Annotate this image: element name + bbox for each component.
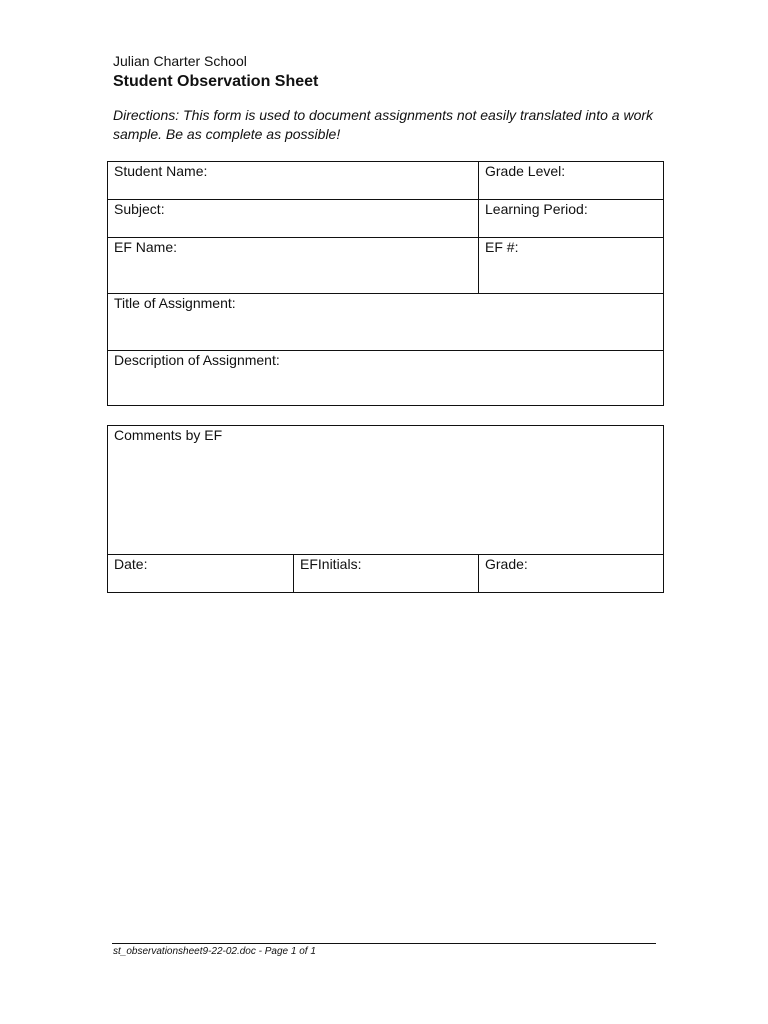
title-of-assignment-label: Title of Assignment: — [114, 295, 236, 311]
title-of-assignment-field[interactable] — [108, 294, 664, 351]
ef-initials-label: EFInitials: — [300, 556, 362, 572]
description-of-assignment-field[interactable] — [108, 351, 664, 406]
comments-by-ef-label: Comments by EF — [114, 427, 223, 443]
grade-level-field[interactable] — [479, 162, 664, 200]
ef-number-label: EF #: — [485, 239, 519, 255]
page-title: Student Observation Sheet — [113, 73, 319, 90]
directions-text: Directions: This form is used to document assignments not easily translated into a work sample. Be as complete as possible! — [113, 107, 654, 142]
student-name-label: Student Name: — [114, 163, 208, 179]
footer-text: st_observationsheet9-22-02.doc - Page 1 of 1 — [113, 946, 316, 957]
learning-period-label: Learning Period: — [485, 201, 588, 217]
ef-number-field[interactable] — [479, 238, 664, 294]
ef-name-field[interactable] — [108, 238, 479, 294]
grade-label: Grade: — [485, 556, 528, 572]
description-of-assignment-label: Description of Assignment: — [114, 352, 280, 368]
subject-field[interactable] — [108, 200, 479, 238]
footer-divider — [112, 943, 656, 944]
learning-period-field[interactable] — [479, 200, 664, 238]
ef-name-label: EF Name: — [114, 239, 178, 255]
grade-field[interactable] — [479, 555, 664, 593]
ef-initials-field[interactable] — [294, 555, 479, 593]
date-label: Date: — [114, 556, 148, 572]
grade-level-label: Grade Level: — [485, 163, 566, 179]
subject-label: Subject: — [114, 201, 165, 217]
student-name-field[interactable] — [108, 162, 479, 200]
comments-by-ef-field[interactable] — [108, 426, 664, 555]
comments-table — [107, 425, 664, 593]
assignment-info-table — [107, 161, 664, 406]
school-name: Julian Charter School — [113, 53, 247, 69]
date-field[interactable] — [108, 555, 294, 593]
